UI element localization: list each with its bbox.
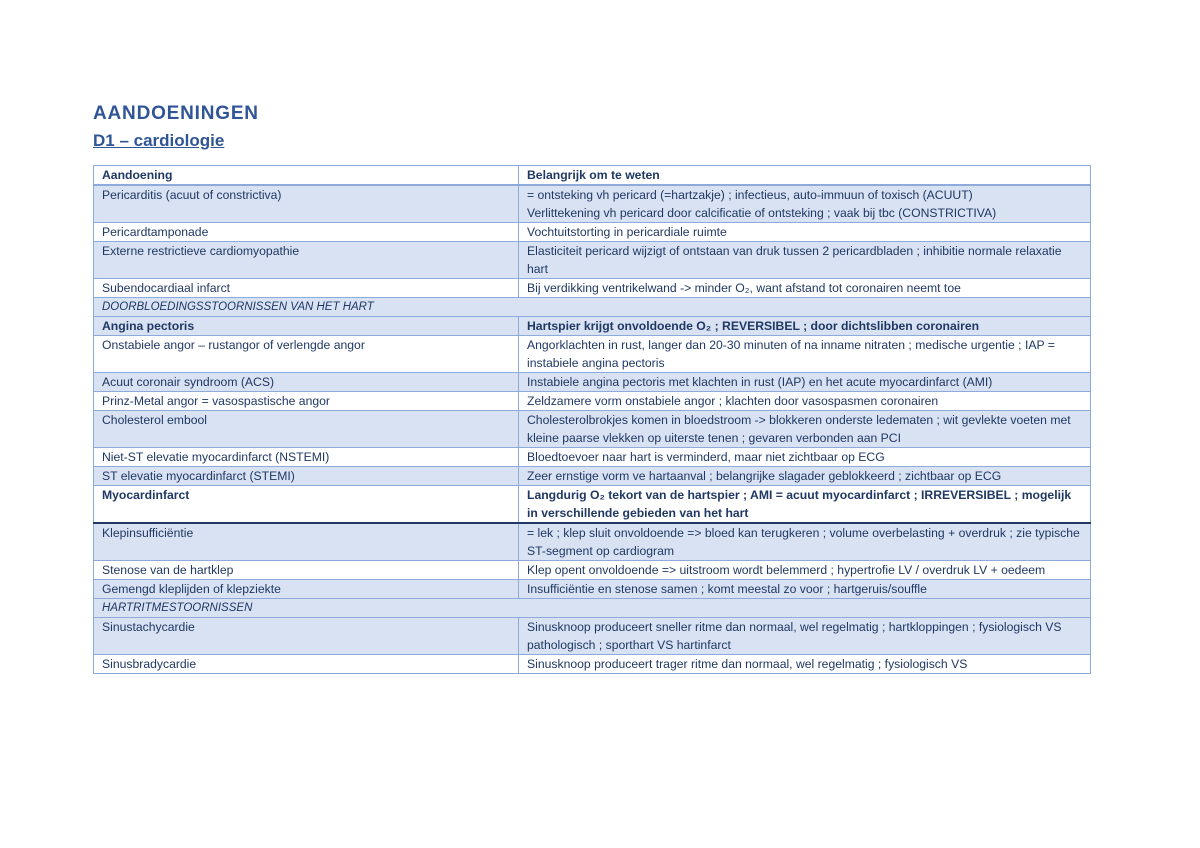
table-row [94, 279, 1091, 298]
info-cell: Bloedtoevoer naar hart is verminderd, maar niet zichtbaar op ECG [519, 448, 1091, 467]
condition-cell: Externe restrictieve cardiomyopathie [94, 242, 519, 279]
info-cell: Klep opent onvoldoende => uitstroom wordt belemmerd ; hypertrofie LV / overdruk LV + oedeem [519, 561, 1091, 580]
page-title: AANDOENINGEN [93, 103, 259, 124]
table-row [94, 561, 1091, 580]
condition-cell: Prinz-Metal angor = vasospastische angor [94, 392, 519, 411]
info-cell: Angorklachten in rust, langer dan 20-30 minuten of na inname nitraten ; medische urgentie ; IAP = instabiele angina pectoris [519, 336, 1091, 373]
table-row [94, 580, 1091, 599]
condition-cell: Angina pectoris [94, 317, 519, 336]
condition-cell: Stenose van de hartklep [94, 561, 519, 580]
table-row [94, 523, 1091, 561]
info-cell: Vochtuitstorting in pericardiale ruimte [519, 223, 1091, 242]
condition-cell: Sinustachycardie [94, 618, 519, 655]
document-page [93, 102, 1091, 674]
table-row [94, 411, 1091, 448]
table-row [94, 336, 1091, 373]
condition-cell: Niet-ST elevatie myocardinfarct (NSTEMI) [94, 448, 519, 467]
condition-cell: Gemengd kleplijden of klepziekte [94, 580, 519, 599]
header-info: Belangrijk om te weten [519, 166, 1091, 186]
info-cell: Bij verdikking ventrikelwand -> minder O₂, want afstand tot coronairen neemt toe [519, 279, 1091, 298]
table-row [94, 373, 1091, 392]
info-cell: Sinusknoop produceert trager ritme dan normaal, wel regelmatig ; fysiologisch VS [519, 655, 1091, 674]
info-cell: Insufficiëntie en stenose samen ; komt meestal zo voor ; hartgeruis/souffle [519, 580, 1091, 599]
condition-cell: ST elevatie myocardinfarct (STEMI) [94, 467, 519, 486]
table-row [94, 655, 1091, 674]
section-label: DOORBLOEDINGSSTOORNISSEN VAN HET HART [94, 298, 1091, 317]
info-cell: Sinusknoop produceert sneller ritme dan normaal, wel regelmatig ; hartkloppingen ; fysiologisch VS pathologisch ; sporthart VS hartinfarct [519, 618, 1091, 655]
info-cell: Zeldzamere vorm onstabiele angor ; klachten door vasospasmen coronairen [519, 392, 1091, 411]
info-cell: = ontsteking vh pericard (=hartzakje) ; infectieus, auto-immuun of toxisch (ACUUT) Verlittekening vh pericard door calcificatie of ontsteking ; vaak bij tbc (CONSTRICTIVA) [519, 185, 1091, 223]
section-label: HARTRITMESTOORNISSEN [94, 599, 1091, 618]
table-row [94, 317, 1091, 336]
conditions-table [93, 165, 1091, 674]
info-cell: Cholesterolbrokjes komen in bloedstroom -> blokkeren onderste ledematen ; wit gevlekte voeten met kleine paarse vlekken op uiterste tenen ; gevaren verbonden aan PCI [519, 411, 1091, 448]
info-cell: Hartspier krijgt onvoldoende O₂ ; REVERSIBEL ; door dichtslibben coronairen [519, 317, 1091, 336]
condition-cell: Onstabiele angor – rustangor of verlengde angor [94, 336, 519, 373]
section-row [94, 599, 1091, 618]
table-row [94, 392, 1091, 411]
table-row [94, 223, 1091, 242]
table-row [94, 185, 1091, 223]
condition-cell: Pericarditis (acuut of constrictiva) [94, 185, 519, 223]
info-cell: Zeer ernstige vorm ve hartaanval ; belangrijke slagader geblokkeerd ; zichtbaar op ECG [519, 467, 1091, 486]
header-condition: Aandoening [94, 166, 519, 186]
section-row [94, 298, 1091, 317]
condition-cell: Klepinsufficiëntie [94, 523, 519, 561]
info-cell: Instabiele angina pectoris met klachten in rust (IAP) en het acute myocardinfarct (AMI) [519, 373, 1091, 392]
table-header-row [94, 166, 1091, 186]
table-row [94, 467, 1091, 486]
info-cell: Langdurig O₂ tekort van de hartspier ; AMI = acuut myocardinfarct ; IRREVERSIBEL ; mogelijk in verschillende gebieden van het hart [519, 486, 1091, 524]
condition-cell: Pericardtamponade [94, 223, 519, 242]
info-cell: Elasticiteit pericard wijzigt of ontstaan van druk tussen 2 pericardbladen ; inhibitie normale relaxatie hart [519, 242, 1091, 279]
condition-cell: Myocardinfarct [94, 486, 519, 524]
page-subtitle: D1 – cardiologie [93, 131, 225, 150]
condition-cell: Cholesterol embool [94, 411, 519, 448]
table-row [94, 618, 1091, 655]
table-row [94, 486, 1091, 524]
condition-cell: Sinusbradycardie [94, 655, 519, 674]
table-row [94, 448, 1091, 467]
info-cell: = lek ; klep sluit onvoldoende => bloed kan terugkeren ; volume overbelasting + overdruk ; zie typische ST-segment op cardiogram [519, 523, 1091, 561]
condition-cell: Subendocardiaal infarct [94, 279, 519, 298]
condition-cell: Acuut coronair syndroom (ACS) [94, 373, 519, 392]
table-row [94, 242, 1091, 279]
